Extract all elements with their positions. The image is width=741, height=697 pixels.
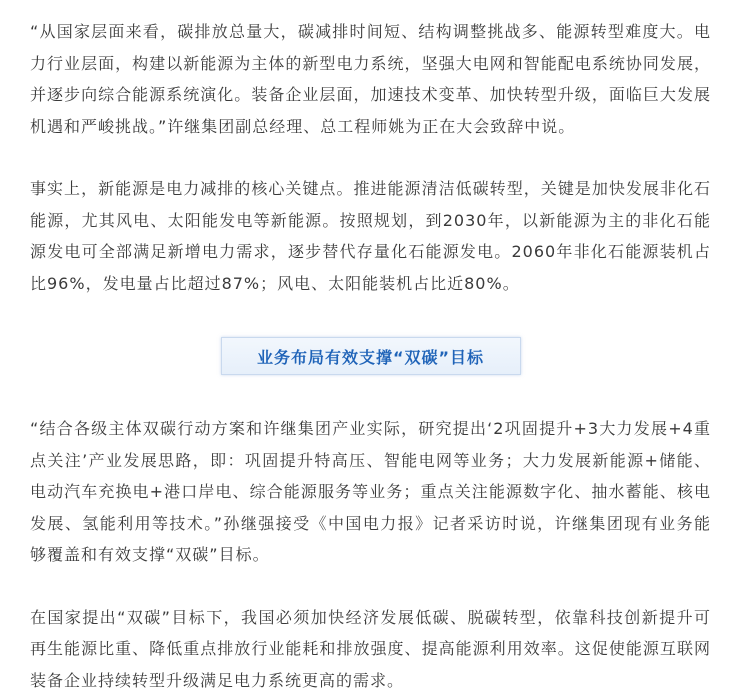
- paragraph-dual-carbon-goal: 在国家提出“双碳”目标下，我国必须加快经济发展低碳、脱碳转型，依靠科技创新提升可再生能源比重、降低重点排放行业能耗和排放强度、提高能源利用效率。这促使能源互联网装备企业持续转型升级满足电力系统更高的需求。: [30, 607, 711, 690]
- paragraph-policy-quote: “从国家层面来看，碳排放总量大，碳减排时间短、结构调整挑战多、能源转型难度大。电力行业层面，构建以新能源为主体的新型电力系统，坚强大电网和智能配电系统协同发展，并逐步向综合能源系统演化。装备企业层面，加速技术变革、加快转型升级，面临巨大发展机遇和严峻挑战。”许继集团副总经理、总工程师姚为正在大会致辞中说。: [30, 22, 711, 136]
- paragraph-industry-strategy: “结合各级主体双碳行动方案和许继集团产业实际，研究提出‘2巩固提升+3大力发展+4重点关注’产业发展思路，即：巩固提升特高压、智能电网等业务；大力发展新能源+储能、电动汽车充换电+港口岸电、综合能源服务等业务；重点关注能源数字化、抽水蓄能、核电发展、氢能利用等技术。”孙继强接受《中国电力报》记者采访时说，许继集团现有业务能够覆盖和有效支撑“双碳”目标。: [30, 419, 711, 564]
- paragraph-new-energy: 事实上，新能源是电力减排的核心关键点。推进能源清洁低碳转型，关键是加快发展非化石能源，尤其风电、太阳能发电等新能源。按照规划，到2030年，以新能源为主的非化石能源发电可全部满足新增电力需求，逐步替代存量化石能源发电。2060年非化石能源装机占比96%，发电量占比超过87%；风电、太阳能装机占比近80%。: [30, 179, 711, 293]
- section-heading-box: [221, 337, 521, 375]
- section-heading: 业务布局有效支撑“双碳”目标: [256, 347, 485, 367]
